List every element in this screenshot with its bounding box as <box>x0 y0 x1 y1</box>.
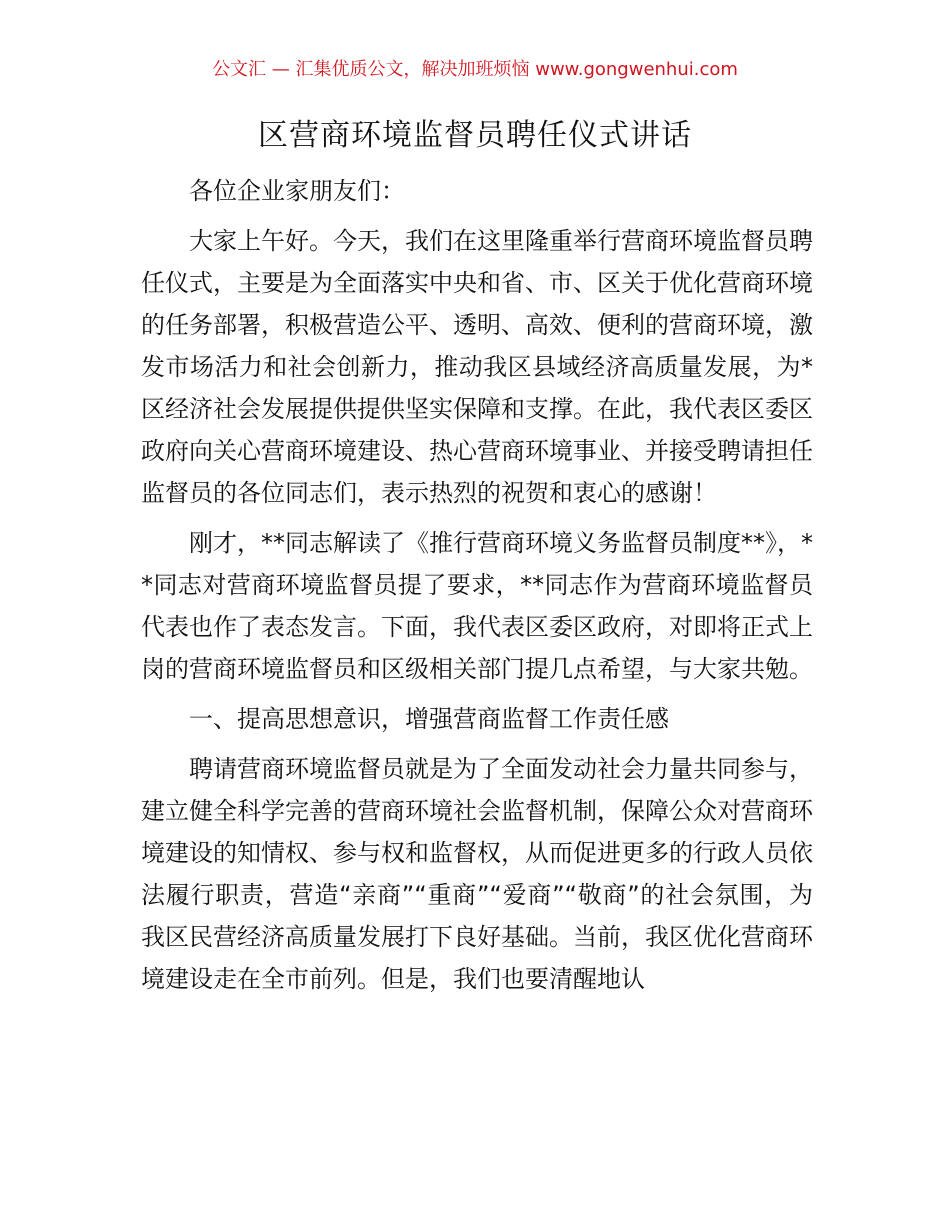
document-title: 区营商环境监督员聘任仪式讲话 <box>258 118 692 153</box>
paragraph-agenda: 刚才，**同志解读了《推行营商环境义务监督员制度**》，**同志对营商环境监督员提了要求，**同志作为营商环境监督员代表也作了表态发言。下面，我代表区委区政府，对即将正式上岗的营商环境监督员和区级相关部门提几点希望，与大家共勉。 <box>141 529 813 683</box>
salutation: 各位企业家朋友们： <box>189 177 405 205</box>
section-paragraph: 聘请营商环境监督员就是为了全面发动社会力量共同参与，建立健全科学完善的营商环境社会监督机制，保障公众对营商环境建设的知情权、参与权和监督权，从而促进更多的行政人员依法履行职责，营造“亲商”“重商”“爱商”“敬商”的社会氛围，为我区民营经济高质量发展打下良好基础。当前，我区优化营商环境建设走在全市前列。但是，我们也要清醒地认 <box>141 755 813 993</box>
paragraph-opening: 大家上午好。今天，我们在这里隆重举行营商环境监督员聘任仪式，主要是为全面落实中央和省、市、区关于优化营商环境的任务部署，积极营造公平、透明、高效、便利的营商环境，激发市场活力和社会创新力，推动我区县域经济高质量发展，为*区经济社会发展提供提供坚实保障和支撑。在此，我代表区委区政府向关心营商环境建设、热心营商环境事业、并接受聘请担任监督员的各位同志们，表示热烈的祝贺和衷心的感谢！ <box>141 227 813 507</box>
section-heading: 一、提高思想意识，增强营商监督工作责任感 <box>189 705 669 733</box>
document-body <box>141 170 813 1008</box>
header-banner: 公文汇 — 汇集优质公文，解决加班烦恼 www.gongwenhui.com <box>212 59 738 80</box>
